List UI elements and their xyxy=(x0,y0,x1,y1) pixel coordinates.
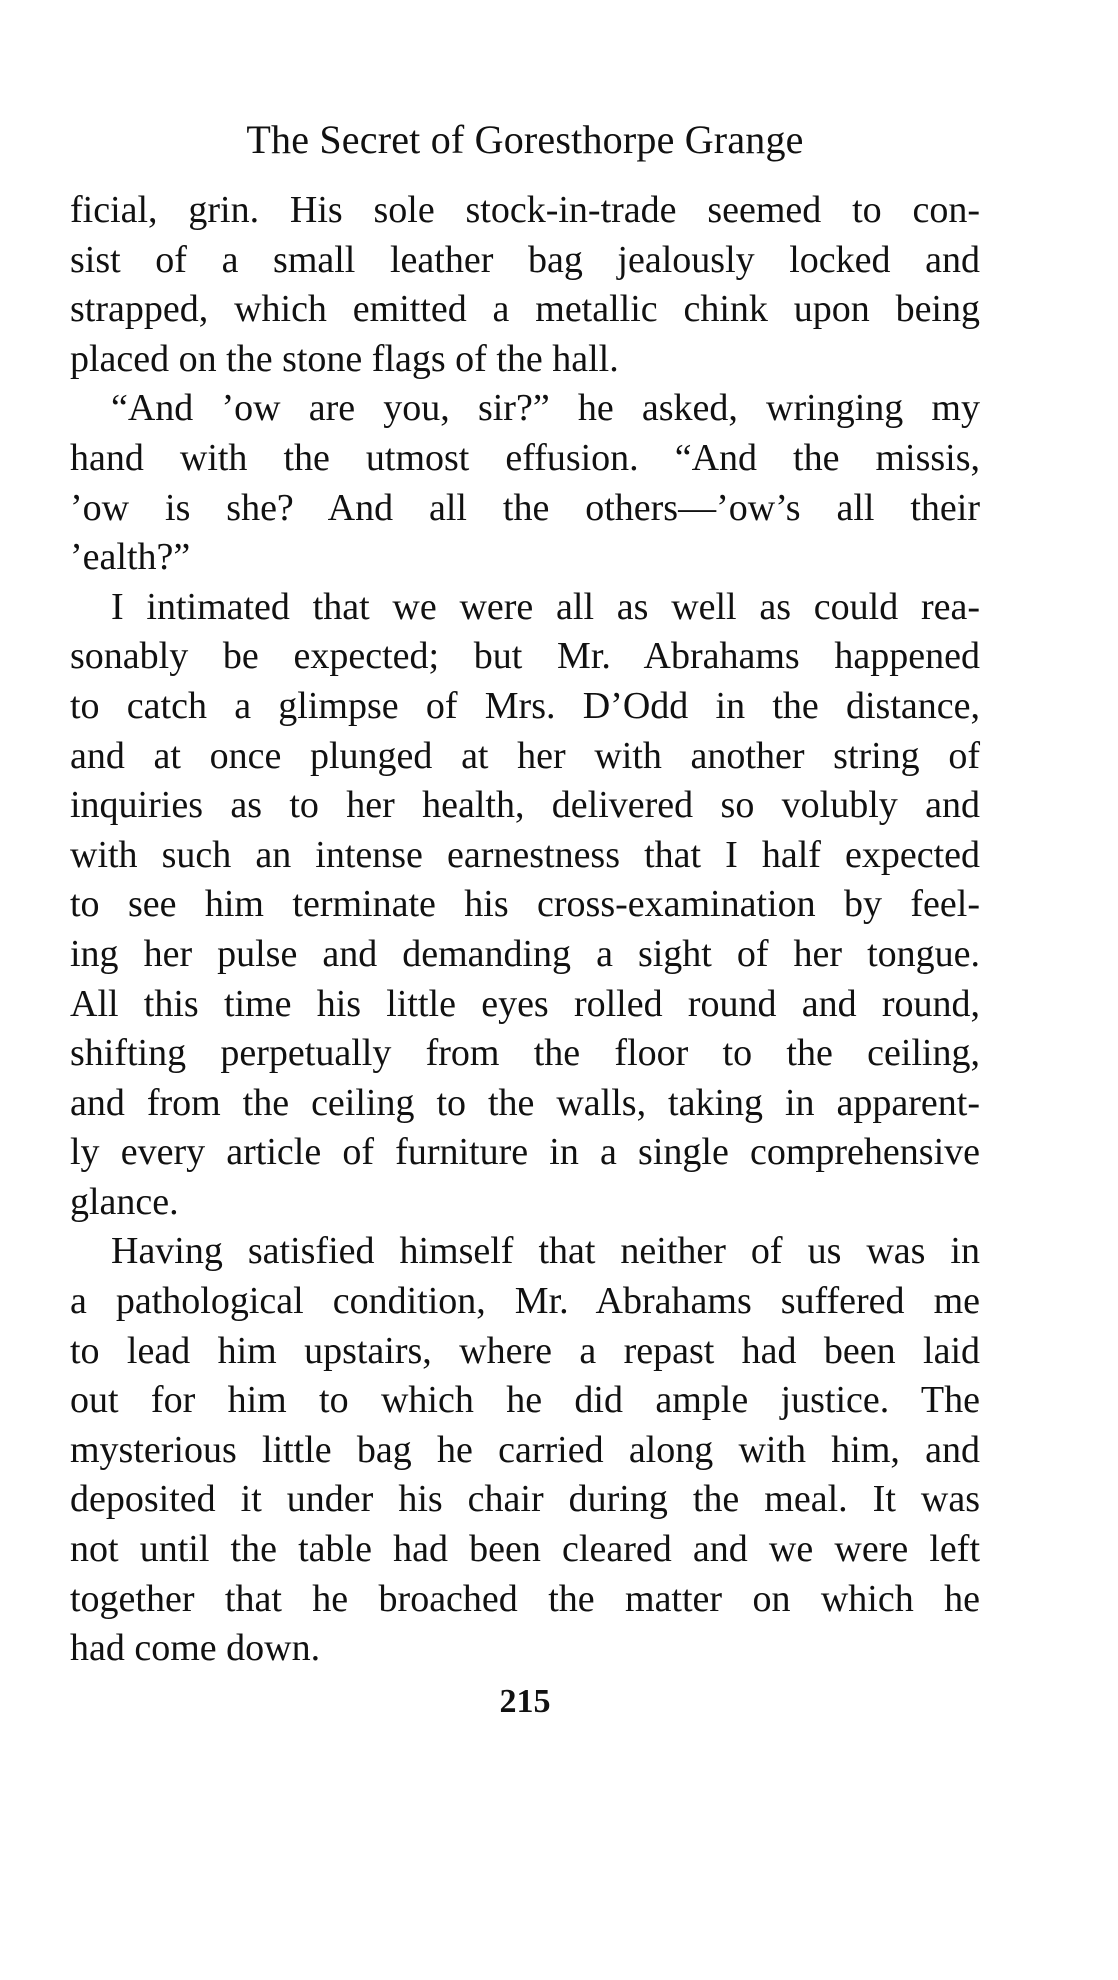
text-line: ’ealth?” xyxy=(70,536,191,579)
text-line: placed on the stone flags of the hall. xyxy=(70,337,619,380)
text-line: “And ’ow are you, sir?” he asked, wringing my xyxy=(111,387,980,430)
text-line: to see him terminate his cross-examination by feel- xyxy=(70,883,980,926)
text-line: strapped, which emitted a metallic chink upon being xyxy=(70,288,980,331)
text-line: inquiries as to her health, delivered so volubly and xyxy=(70,784,980,827)
running-head-title: The Secret of Goresthorpe Grange xyxy=(246,117,804,162)
text-line: shifting perpetually from the floor to the ceiling, xyxy=(70,1032,980,1075)
text-line: mysterious little bag he carried along with him, and xyxy=(70,1428,980,1471)
text-line: had come down. xyxy=(70,1627,321,1670)
text-line: to catch a glimpse of Mrs. D’Odd in the distance, xyxy=(70,684,980,727)
paragraph-4 xyxy=(70,1227,980,1673)
text-line: glance. xyxy=(70,1180,179,1223)
text-line: deposited it under his chair during the meal. It was xyxy=(70,1478,980,1521)
text-line: ing her pulse and demanding a sight of her tongue. xyxy=(70,932,980,975)
text-line: a pathological condition, Mr. Abrahams suffered me xyxy=(70,1280,980,1323)
text-line: ficial, grin. His sole stock-in-trade seemed to con- xyxy=(70,189,980,231)
text-line: sist of a small leather bag jealously locked and xyxy=(70,238,980,281)
text-line: to lead him upstairs, where a repast had been laid xyxy=(70,1329,980,1372)
text-line: with such an intense earnestness that I half expected xyxy=(70,833,980,876)
page-number: 215 xyxy=(499,1683,551,1720)
text-line: and from the ceiling to the walls, taking in apparent- xyxy=(70,1081,980,1124)
paragraph-1 xyxy=(70,186,980,384)
paragraph-2 xyxy=(70,384,980,582)
text-line: ly every article of furniture in a single comprehensive xyxy=(70,1131,980,1174)
text-line: hand with the utmost effusion. “And the missis, xyxy=(70,436,980,479)
text-line: Having satisfied himself that neither of us was in xyxy=(111,1230,980,1273)
text-line: I intimated that we were all as well as could rea- xyxy=(111,585,980,628)
paragraph-3 xyxy=(70,583,980,1228)
text-line: not until the table had been cleared and we were left xyxy=(70,1528,980,1571)
text-line: out for him to which he did ample justice. The xyxy=(70,1379,980,1422)
text-line: sonably be expected; but Mr. Abrahams happened xyxy=(70,635,980,678)
text-line: together that he broached the matter on which he xyxy=(70,1577,980,1620)
text-line: and at once plunged at her with another string of xyxy=(70,734,980,777)
text-line: ’ow is she? And all the others—’ow’s all their xyxy=(70,486,980,529)
body-text xyxy=(70,186,980,1674)
text-line: All this time his little eyes rolled round and round, xyxy=(70,982,980,1025)
